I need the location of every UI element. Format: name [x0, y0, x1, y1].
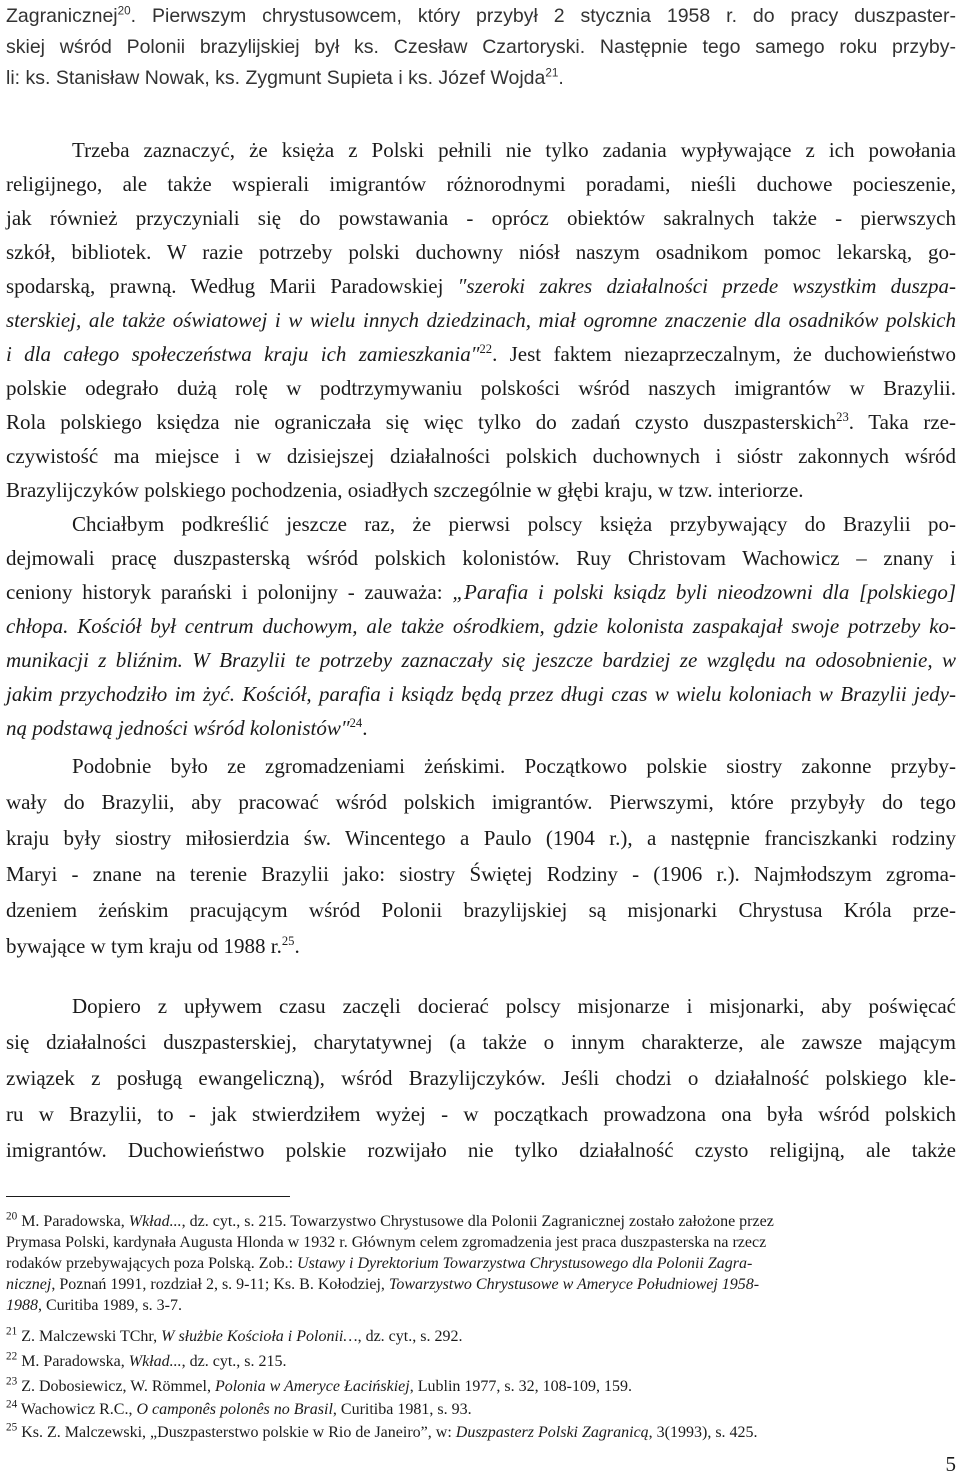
- text-line: Maryi - znane na terenie Brazylii jako: siostry Świętej Rodziny - (1906 r.). Najmłodszym zgroma-: [6, 862, 956, 886]
- text-line: wały do Brazylii, aby pracować wśród polskich imigrantów. Pierwszymi, które przybyły do tego: [6, 790, 956, 814]
- text-line: polskie odegrało dużą rolę w podtrzymywaniu polskości wśród naszych imigrantów w Brazylii.: [6, 376, 956, 400]
- quote-line: chłopa. Kościół był centrum duchowym, ale także ośrodkiem, gdzie kolonista zaspakajał swoje potrzeby ko-: [6, 614, 956, 638]
- text-line: Rola polskiego księdza nie ograniczała się więc tylko do zadań czysto duszpasterskich$^{23}$. Taka rze-: [6, 410, 956, 434]
- text-line: się działalności duszpasterskiej, charytatywnej (a także o innym charakterze, ale zawsze mającym: [6, 1030, 956, 1054]
- text-line: skiej wśród Polonii brazylijskiej był ks. Czesław Czartoryski. Następnie tego samego roku przyby-: [6, 36, 956, 58]
- quote-text: „Parafia i polski ksiądz byli nieodzowni dla [polskiego]: [452, 580, 956, 604]
- text-line: jak również przyczyniali się do powstawania - oprócz obiektów sakralnych także - pierwszych: [6, 206, 956, 230]
- footnote-ref: 23: [836, 410, 849, 424]
- text-line: związek z posługą ewangeliczną), wśród Brazylijczyków. Jeśli chodzi o działalność polskiego kle-: [6, 1066, 956, 1090]
- quote-line: sterskiej, ale także oświatowej i w wielu innych dziedzinach, miał ogromne znaczenie dla osadników polskich: [6, 308, 956, 332]
- footnote-line: nicznej, Poznań 1991, rozdział 2, s. 9-11; Ks. B. Kołodziej, Towarzystwo Chrystusowe w Ameryce Południowej 1958-: [6, 1276, 760, 1293]
- text-line: dejmowali pracę duszpasterską wśród polskich kolonistów. Ruy Christovam Wachowicz – znany i: [6, 546, 956, 570]
- text-line: Chciałbym podkreślić jeszcze raz, że pierwsi polscy księża przybywający do Brazylii po-: [72, 512, 956, 536]
- text-line: Trzeba zaznaczyć, że księża z Polski pełnili nie tylko zadania wypływające z ich powołania: [72, 138, 956, 162]
- text-line: Zagranicznej$^{20}$. Pierwszym chrystusowcem, który przybył 2 stycznia 1958 r. do pracy duszpaster-: [6, 4, 956, 27]
- text-line: Dopiero z upływem czasu zaczęli docierać polscy misjonarze i misjonarki, aby poświęcać: [72, 994, 956, 1018]
- text-line: i dla całego społeczeństwa kraju ich zamieszkania″$^{22}$. Jest faktem niezaprzeczalnym, że duchowieństwo: [6, 342, 956, 366]
- footnote-ref: 22: [479, 342, 493, 356]
- footnote-24: $^{24}$ Wachowicz R.C., O camponês polonês no Brasil, Curitiba 1981, s. 93.: [6, 1398, 472, 1418]
- footnote-25: $^{25}$ Ks. Z. Malczewski, „Duszpasterstwo polskie w Rio de Janeiro”, w: Duszpasterz Polski Zagranicą, 3(1993), s. 425.: [6, 1421, 758, 1441]
- footnote-21: $^{21}$ Z. Malczewski TChr, W służbie Kościoła i Polonii…, dz. cyt., s. 292.: [6, 1325, 463, 1345]
- footnote-22: $^{22}$ M. Paradowska, Wkład..., dz. cyt., s. 215.: [6, 1350, 287, 1370]
- text-line: kraju były siostry miłosierdzia św. Wincentego a Paulo (1904 r.), a następnie franciszkanki rodziny: [6, 826, 956, 850]
- text-line: spodarską, prawną. Według Marii Paradowskiej ″szeroki zakres działalności przede wszystkim duszpa-: [6, 274, 956, 298]
- footnote-line: rodaków przebywających poza Polską. Zob.: Ustawy i Dyrektorium Towarzystwa Chrystusowego dla Polonii Zagra-: [6, 1255, 753, 1272]
- text-line: Podobnie było ze zgromadzeniami żeńskimi. Początkowo polskie siostry zakonne przyby-: [72, 754, 956, 778]
- footnote-ref: 21: [545, 66, 559, 80]
- quote-line: munikacji z bliźnim. W Brazylii te potrzeby zaznaczały się jeszcze bardziej ze względu na odosobnienie, w: [6, 648, 956, 672]
- text-line: religijnego, ale także wspierali imigrantów różnorodnymi poradami, nieśli duchowe pocieszenie,: [6, 172, 956, 196]
- footnote-20: $^{20}$ M. Paradowska, Wkład..., dz. cyt., s. 215. Towarzystwo Chrystusowe dla Polonii Zagranicznej zostało założone przez: [6, 1210, 774, 1230]
- footnote-ref: 20: [117, 4, 131, 18]
- text-line: dzeniem żeńskim pracującym wśród Polonii brazylijskiej są misjonarki Chrystusa Króla prze-: [6, 898, 956, 922]
- text-line: imigrantów. Duchowieństwo polskie rozwijało nie tylko działalność czysto religijną, ale także: [6, 1138, 956, 1162]
- text-line: li: ks. Stanisław Nowak, ks. Zygmunt Supieta i ks. Józef Wojda$^{21}$.: [6, 66, 564, 89]
- text-line: czywistość ma miejsce i w dzisiejszej działalności polskich duchownych i sióstr zakonnych wśród: [6, 444, 956, 468]
- text-line: Brazylijczyków polskiego pochodzenia, osiadłych szczególnie w głębi kraju, w tzw. interiorze.: [6, 478, 804, 502]
- text-line: ceniony historyk parański i polonijny - zauważa: „Parafia i polski ksiądz byli nieodzowni dla [polskiego]: [6, 580, 956, 604]
- text-line: ną podstawą jedności wśród kolonistów″$^{24}$.: [6, 716, 368, 740]
- page-number: 5: [945, 1452, 956, 1476]
- text-line: szkół, bibliotek. W razie potrzeby polski duchowny niósł naszym osadnikom pomoc lekarską, go-: [6, 240, 956, 264]
- footnote-separator: [6, 1196, 290, 1197]
- footnote-23: $^{23}$ Z. Dobosiewicz, W. Römmel, Polonia w Ameryce Łacińskiej, Lublin 1977, s. 32, 108-109, 159.: [6, 1375, 632, 1395]
- quote-line: jakim przychodziło im żyć. Kościół, parafia i ksiądz będą przez długi czas w wielu koloniach w Brazylii jedy-: [6, 682, 956, 706]
- text-line: ru w Brazylii, to - jak stwierdziłem wyżej - w początkach prowadzona ona była wśród polskich: [6, 1102, 956, 1126]
- text-line: bywające w tym kraju od 1988 r.$^{25}$.: [6, 934, 300, 958]
- footnote-line: Prymasa Polski, kardynała Augusta Hlonda w 1932 r. Głównym celem zgromadzenia jest praca duszpasterska na rzecz: [6, 1234, 767, 1251]
- quote-text: ″szeroki zakres działalności przede wszystkim duszpa-: [457, 274, 956, 298]
- footnote-ref: 24: [349, 716, 363, 730]
- footnote-ref: 25: [281, 934, 295, 948]
- footnote-line: 1988, Curitiba 1989, s. 3-7.: [6, 1297, 182, 1314]
